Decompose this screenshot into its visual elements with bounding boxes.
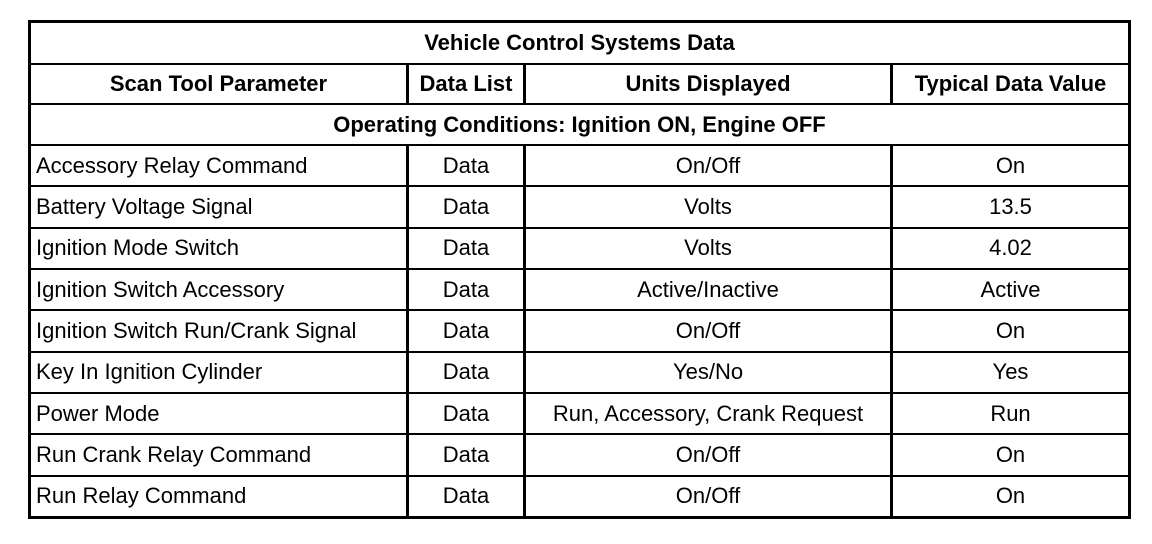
- typical-value-cell: On: [892, 434, 1130, 475]
- data-list-cell: Data: [408, 310, 525, 351]
- parameter-cell: Run Crank Relay Command: [30, 434, 408, 475]
- units-cell: Yes/No: [525, 352, 892, 393]
- typical-value-cell: Yes: [892, 352, 1130, 393]
- header-data-list: Data List: [408, 64, 525, 104]
- units-cell: Run, Accessory, Crank Request: [525, 393, 892, 434]
- data-list-cell: Data: [408, 434, 525, 475]
- typical-value-cell: On: [892, 145, 1130, 186]
- parameter-cell: Ignition Mode Switch: [30, 228, 408, 269]
- column-header-row: [30, 64, 1130, 104]
- typical-value-cell: 13.5: [892, 186, 1130, 227]
- table-row: [30, 269, 1130, 310]
- operating-conditions-label: Operating Conditions: Ignition ON, Engine OFF: [30, 104, 1130, 145]
- table-row: [30, 310, 1130, 351]
- table-row: [30, 393, 1130, 434]
- section-row: [30, 104, 1130, 145]
- data-list-cell: Data: [408, 186, 525, 227]
- units-cell: On/Off: [525, 434, 892, 475]
- data-list-cell: Data: [408, 476, 525, 518]
- parameter-cell: Ignition Switch Accessory: [30, 269, 408, 310]
- vehicle-control-systems-table: [28, 20, 1131, 519]
- table-row: [30, 145, 1130, 186]
- table-row: [30, 476, 1130, 518]
- typical-value-cell: On: [892, 310, 1130, 351]
- units-cell: On/Off: [525, 476, 892, 518]
- typical-value-cell: 4.02: [892, 228, 1130, 269]
- units-cell: Active/Inactive: [525, 269, 892, 310]
- table-row: [30, 186, 1130, 227]
- table-row: [30, 228, 1130, 269]
- typical-value-cell: On: [892, 476, 1130, 518]
- typical-value-cell: Active: [892, 269, 1130, 310]
- data-list-cell: Data: [408, 228, 525, 269]
- parameter-cell: Ignition Switch Run/Crank Signal: [30, 310, 408, 351]
- table-body: [30, 145, 1130, 518]
- units-cell: On/Off: [525, 145, 892, 186]
- data-list-cell: Data: [408, 269, 525, 310]
- parameter-cell: Battery Voltage Signal: [30, 186, 408, 227]
- parameter-cell: Key In Ignition Cylinder: [30, 352, 408, 393]
- data-list-cell: Data: [408, 352, 525, 393]
- data-list-cell: Data: [408, 393, 525, 434]
- units-cell: Volts: [525, 228, 892, 269]
- typical-value-cell: Run: [892, 393, 1130, 434]
- units-cell: On/Off: [525, 310, 892, 351]
- header-units-displayed: Units Displayed: [525, 64, 892, 104]
- parameter-cell: Accessory Relay Command: [30, 145, 408, 186]
- table-row: [30, 352, 1130, 393]
- table-row: [30, 434, 1130, 475]
- parameter-cell: Run Relay Command: [30, 476, 408, 518]
- header-scan-tool-parameter: Scan Tool Parameter: [30, 64, 408, 104]
- header-typical-data-value: Typical Data Value: [892, 64, 1130, 104]
- parameter-cell: Power Mode: [30, 393, 408, 434]
- table-title: Vehicle Control Systems Data: [30, 22, 1130, 65]
- table-title-row: [30, 22, 1130, 65]
- units-cell: Volts: [525, 186, 892, 227]
- data-list-cell: Data: [408, 145, 525, 186]
